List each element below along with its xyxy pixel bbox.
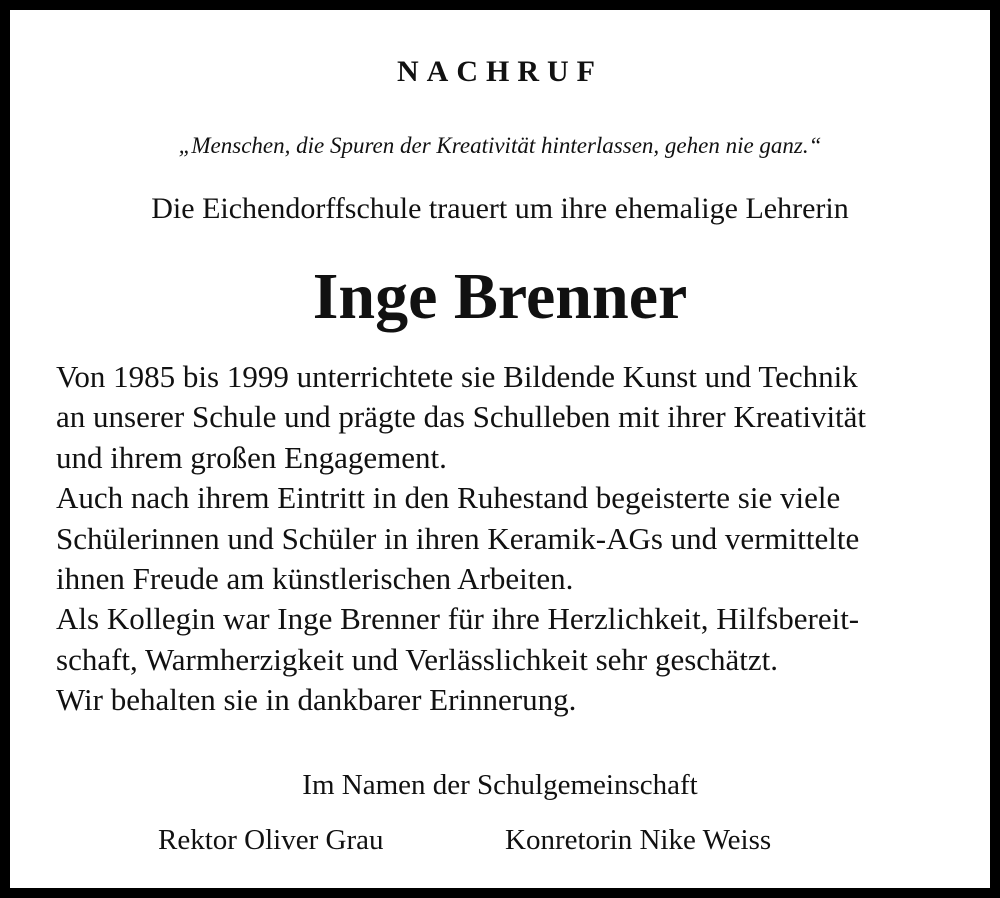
obituary-body: [56, 357, 956, 721]
body-line: an unserer Schule und prägte das Schulleben mit ihrer Kreativität: [56, 399, 867, 435]
deceased-name: Inge Brenner: [312, 260, 688, 333]
body-line: Schülerinnen und Schüler in ihren Keramik-AGs und vermittelte: [56, 520, 860, 556]
body-line: Auch nach ihrem Eintritt in den Ruhestand begeisterte sie viele: [56, 480, 841, 516]
body-line: schaft, Warmherzigkeit und Verlässlichkeit sehr geschätzt.: [56, 641, 779, 677]
signer-rector: Rektor Oliver Grau: [158, 824, 384, 856]
body-line: Von 1985 bis 1999 unterrichtete sie Bildende Kunst und Technik: [56, 359, 858, 394]
body-line: und ihrem großen Engagement.: [56, 439, 447, 475]
closing-line: Im Namen der Schulgemeinschaft: [302, 769, 698, 801]
body-line: Wir behalten sie in dankbarer Erinnerung.: [56, 682, 577, 718]
body-line: Als Kollegin war Inge Brenner für ihre Herzlichkeit, Hilfsbereit-: [56, 601, 860, 637]
intro-line: Die Eichendorffschule trauert um ihre ehemalige Lehrerin: [151, 192, 849, 225]
signer-konrektorin: Konretorin Nike Weiss: [505, 824, 772, 856]
notice-heading: NACHRUF: [397, 55, 603, 88]
body-line: ihnen Freude am künstlerischen Arbeiten.: [56, 561, 574, 597]
memorial-quote: „Menschen, die Spuren der Kreativität hinterlassen, gehen nie ganz.“: [178, 133, 822, 158]
